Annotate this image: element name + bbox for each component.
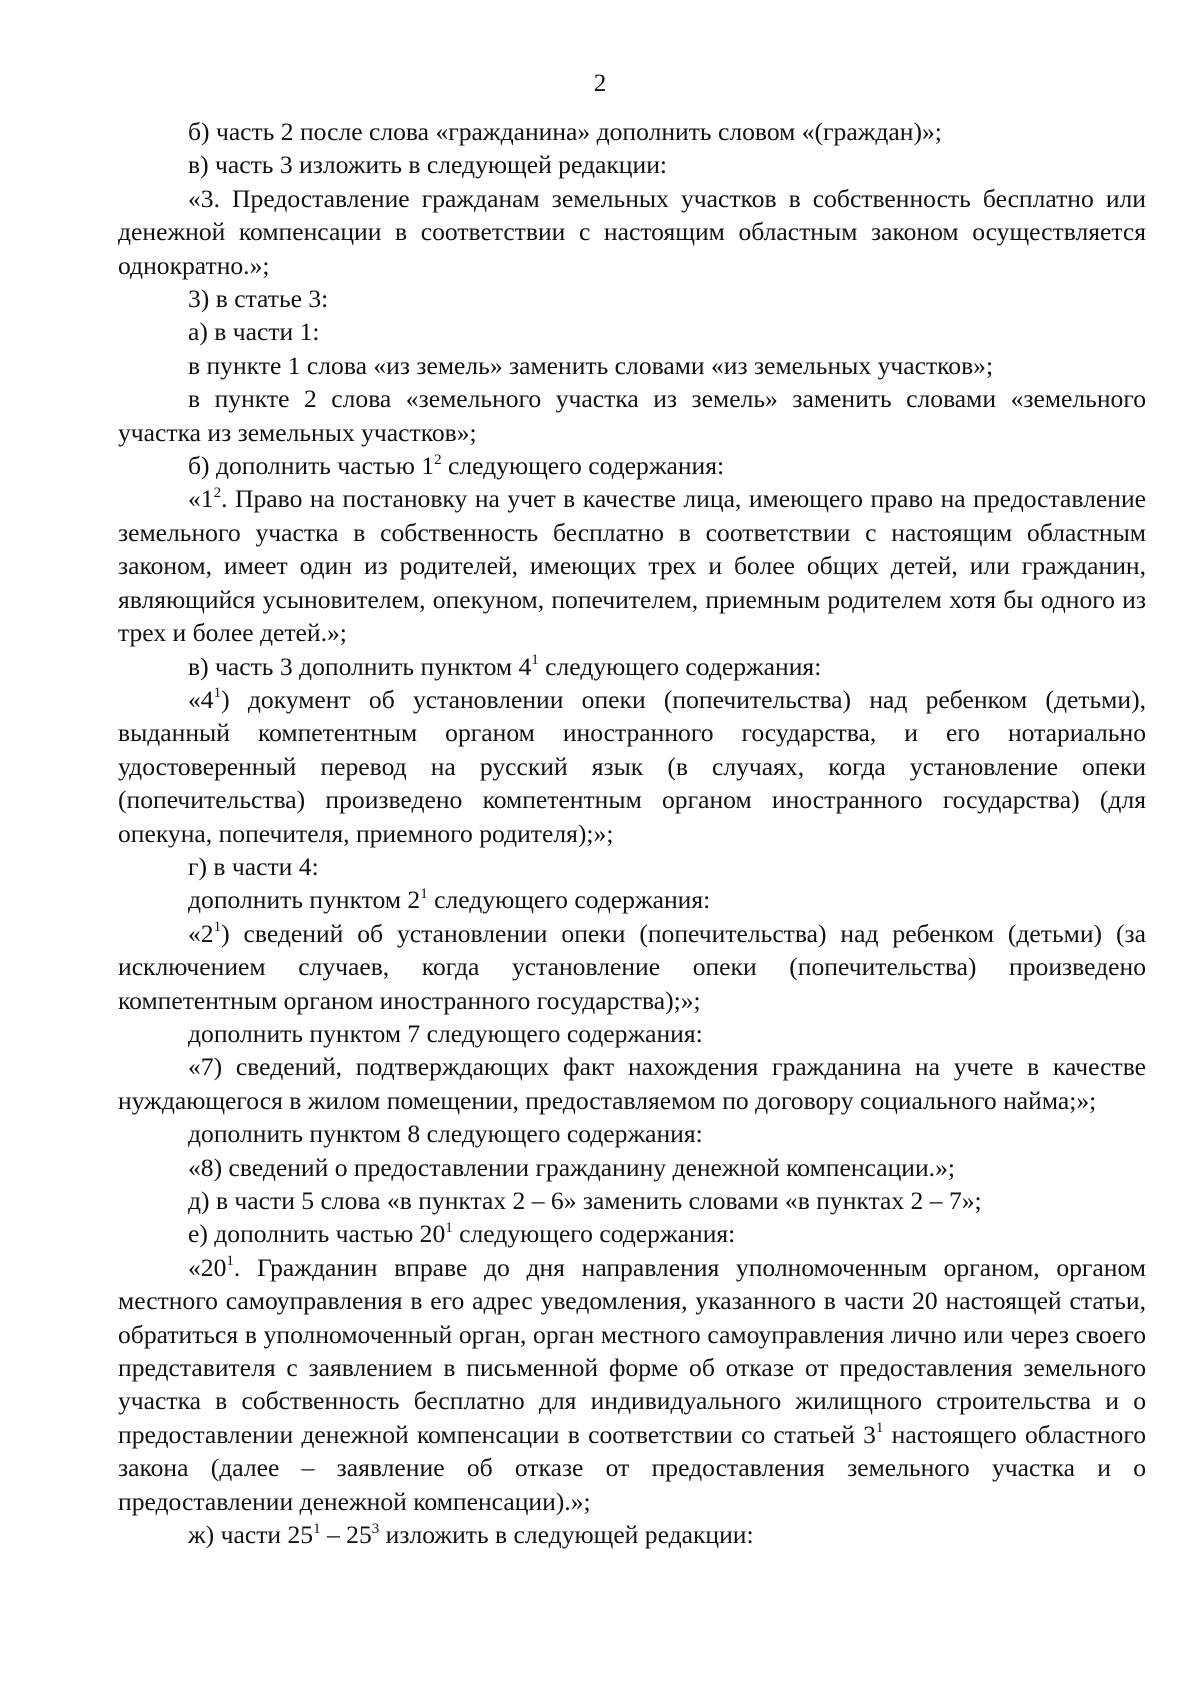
superscript: 1 — [531, 651, 539, 668]
paragraph — [118, 917, 1146, 1017]
paragraph-text: следующего содержания: — [427, 885, 711, 915]
paragraph — [118, 382, 1146, 449]
paragraph — [118, 683, 1146, 850]
paragraph-text: дополнить пунктом 8 следующего содержания: — [188, 1119, 703, 1149]
paragraph — [118, 282, 1146, 315]
paragraph — [118, 148, 1146, 181]
superscript: 1 — [213, 919, 222, 936]
paragraph — [118, 1184, 1146, 1217]
superscript: 1 — [313, 1520, 321, 1537]
superscript: 1 — [875, 1420, 884, 1437]
paragraph-text: . Право на постановку на учет в качестве лица, имеющего право на предоставление земельного участка в собственность бесплатно в соответствии с настоящим областным законом, имеет один из родителей, имеющих трех и более общих детей, или гражданин, являющийся усыновителем, опекуном, попечителем, приемным родителем хотя бы одного из трех и более детей.»; — [118, 484, 1146, 648]
paragraph-text: в) часть 3 изложить в следующей редакции: — [188, 150, 667, 180]
paragraph-text: ж) части 25 — [188, 1520, 314, 1550]
superscript: 1 — [420, 885, 428, 902]
paragraph-text: «4 — [188, 684, 214, 714]
paragraph-text: «7) сведений, подтверждающих факт нахождения гражданина на учете в качестве нуждающегося в жилом помещении, предоставляемом по договору социального найма;»; — [118, 1052, 1146, 1115]
paragraph — [118, 1217, 1146, 1250]
superscript: 2 — [434, 451, 442, 468]
paragraph-text: в пункте 1 слова «из земель» заменить словами «из земельных участков»; — [188, 350, 994, 380]
paragraph-text: г) в части 4: — [188, 851, 319, 881]
paragraph-text: «8) сведений о предоставлении гражданину денежной компенсации.»; — [188, 1152, 955, 1182]
superscript: 1 — [213, 685, 222, 702]
paragraph-text: следующего содержания: — [452, 1219, 736, 1249]
paragraph — [118, 1017, 1146, 1050]
paragraph — [118, 850, 1146, 883]
paragraph — [118, 1151, 1146, 1184]
paragraph-text: б) часть 2 после слова «гражданина» дополнить словом «(граждан)»; — [188, 117, 942, 146]
paragraph-text: «20 — [188, 1252, 227, 1282]
paragraph-text: 3) в статье 3: — [188, 284, 329, 314]
paragraph-text: изложить в следующей редакции: — [379, 1520, 754, 1550]
paragraph — [118, 1117, 1146, 1150]
superscript: 1 — [226, 1253, 234, 1270]
paragraph — [118, 1050, 1146, 1117]
paragraph — [118, 482, 1146, 649]
paragraph-text: следующего содержания: — [538, 651, 822, 681]
paragraph — [118, 115, 1146, 148]
paragraph — [118, 1518, 1146, 1551]
superscript: 2 — [213, 484, 222, 501]
paragraph-text: а) в части 1: — [188, 317, 320, 347]
superscript: 3 — [371, 1520, 380, 1537]
paragraph-text: е) дополнить частью 20 — [188, 1219, 446, 1249]
paragraph — [118, 349, 1146, 382]
page-number: 2 — [593, 70, 607, 97]
paragraph-text: настоящего областного закона (далее – заявление об отказе от предоставления земельного участка и о предоставлении денежной компенсации).»; — [118, 1419, 1146, 1516]
paragraph — [118, 650, 1146, 683]
paragraph-text: д) в части 5 слова «в пунктах 2 – 6» заменить словами «в пунктах 2 – 7»; — [188, 1186, 982, 1215]
paragraph-text: дополнить пунктом 7 следующего содержания: — [188, 1018, 703, 1048]
document-body — [118, 115, 1146, 1551]
paragraph-text: ) сведений об установлении опеки (попечительства) над ребенком (детьми) (за исключением случаев, когда установление опеки (попечительства) произведено компетентным органом иностранного государства);»; — [118, 918, 1146, 1015]
paragraph — [118, 315, 1146, 348]
paragraph — [118, 182, 1146, 282]
paragraph-text: . Гражданин вправе до дня направления уполномоченным органом, органом местного самоуправления в его адрес уведомления, указанного в части 20 настоящей статьи, обратиться в уполномоченный орган, орган местного самоуправления лично или через своего представителя с заявлением в письменной форме об отказе от предоставления земельного участка в собственность бесплатно для индивидуального жилищного строительства и о предоставлении денежной компенсации в соответствии со статьей 3 — [118, 1252, 1146, 1449]
paragraph-text: «2 — [188, 918, 214, 948]
paragraph-text: ) документ об установлении опеки (попечительства) над ребенком (детьми), выданный компетентным органом иностранного государства, и его нотариально удостоверенный перевод на русский язык (в случаях, когда установление опеки (попечительства) произведено компетентным органом иностранного государства) (для опекуна, попечителя, приемного родителя);»; — [118, 684, 1146, 848]
paragraph-text: б) дополнить частью 1 — [188, 451, 435, 481]
paragraph-text: «1 — [188, 484, 214, 514]
paragraph-text: дополнить пунктом 2 — [188, 885, 421, 915]
paragraph — [118, 449, 1146, 482]
paragraph-text: в) часть 3 дополнить пунктом 4 — [188, 651, 532, 681]
paragraph — [118, 1251, 1146, 1518]
superscript: 1 — [445, 1219, 453, 1236]
paragraph-text: – 25 — [320, 1520, 372, 1550]
paragraph — [118, 883, 1146, 916]
paragraph-text: следующего содержания: — [441, 451, 725, 481]
paragraph-text: «3. Предоставление гражданам земельных участков в собственность бесплатно или денежной компенсации в соответствии с настоящим областным законом осуществляется однократно.»; — [118, 183, 1146, 280]
paragraph-text: в пункте 2 слова «земельного участка из земель» заменить словами «земельного участка из земельных участков»; — [118, 384, 1146, 447]
